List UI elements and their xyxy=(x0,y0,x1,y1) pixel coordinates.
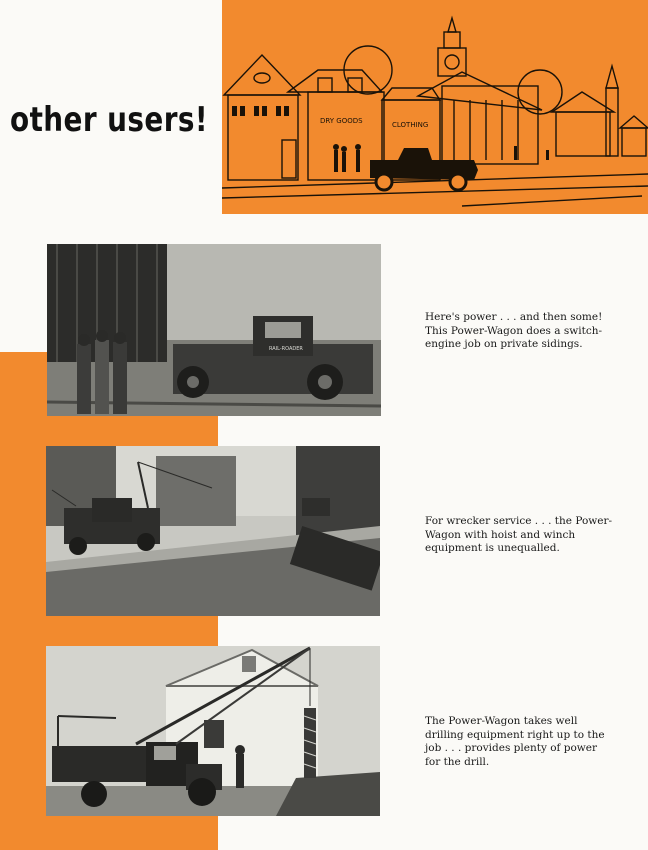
caption-wrecker-service: For wrecker service . . . the Power-Wagon with hoist and winch equipment is unequalled. xyxy=(425,515,613,554)
photo-well-drilling xyxy=(46,646,380,816)
photo-switch-engine xyxy=(47,244,381,416)
town-sign-left: DRY GOODS xyxy=(320,117,363,125)
truck-door-text: RAIL-ROADER xyxy=(269,346,303,352)
photo-wrecker-service xyxy=(46,446,380,616)
caption-switch-engine: Here's power . . . and then some! This Power-Wagon does a switch-engine job on private sidings. xyxy=(425,311,603,350)
town-sign-right: CLOTHING xyxy=(392,121,429,129)
page-headline: other users! xyxy=(10,100,209,140)
town-street-illustration xyxy=(222,0,648,214)
caption-well-drilling: The Power-Wagon takes well drilling equipment right up to the job . . . provides plenty of power for the drill. xyxy=(425,715,605,768)
